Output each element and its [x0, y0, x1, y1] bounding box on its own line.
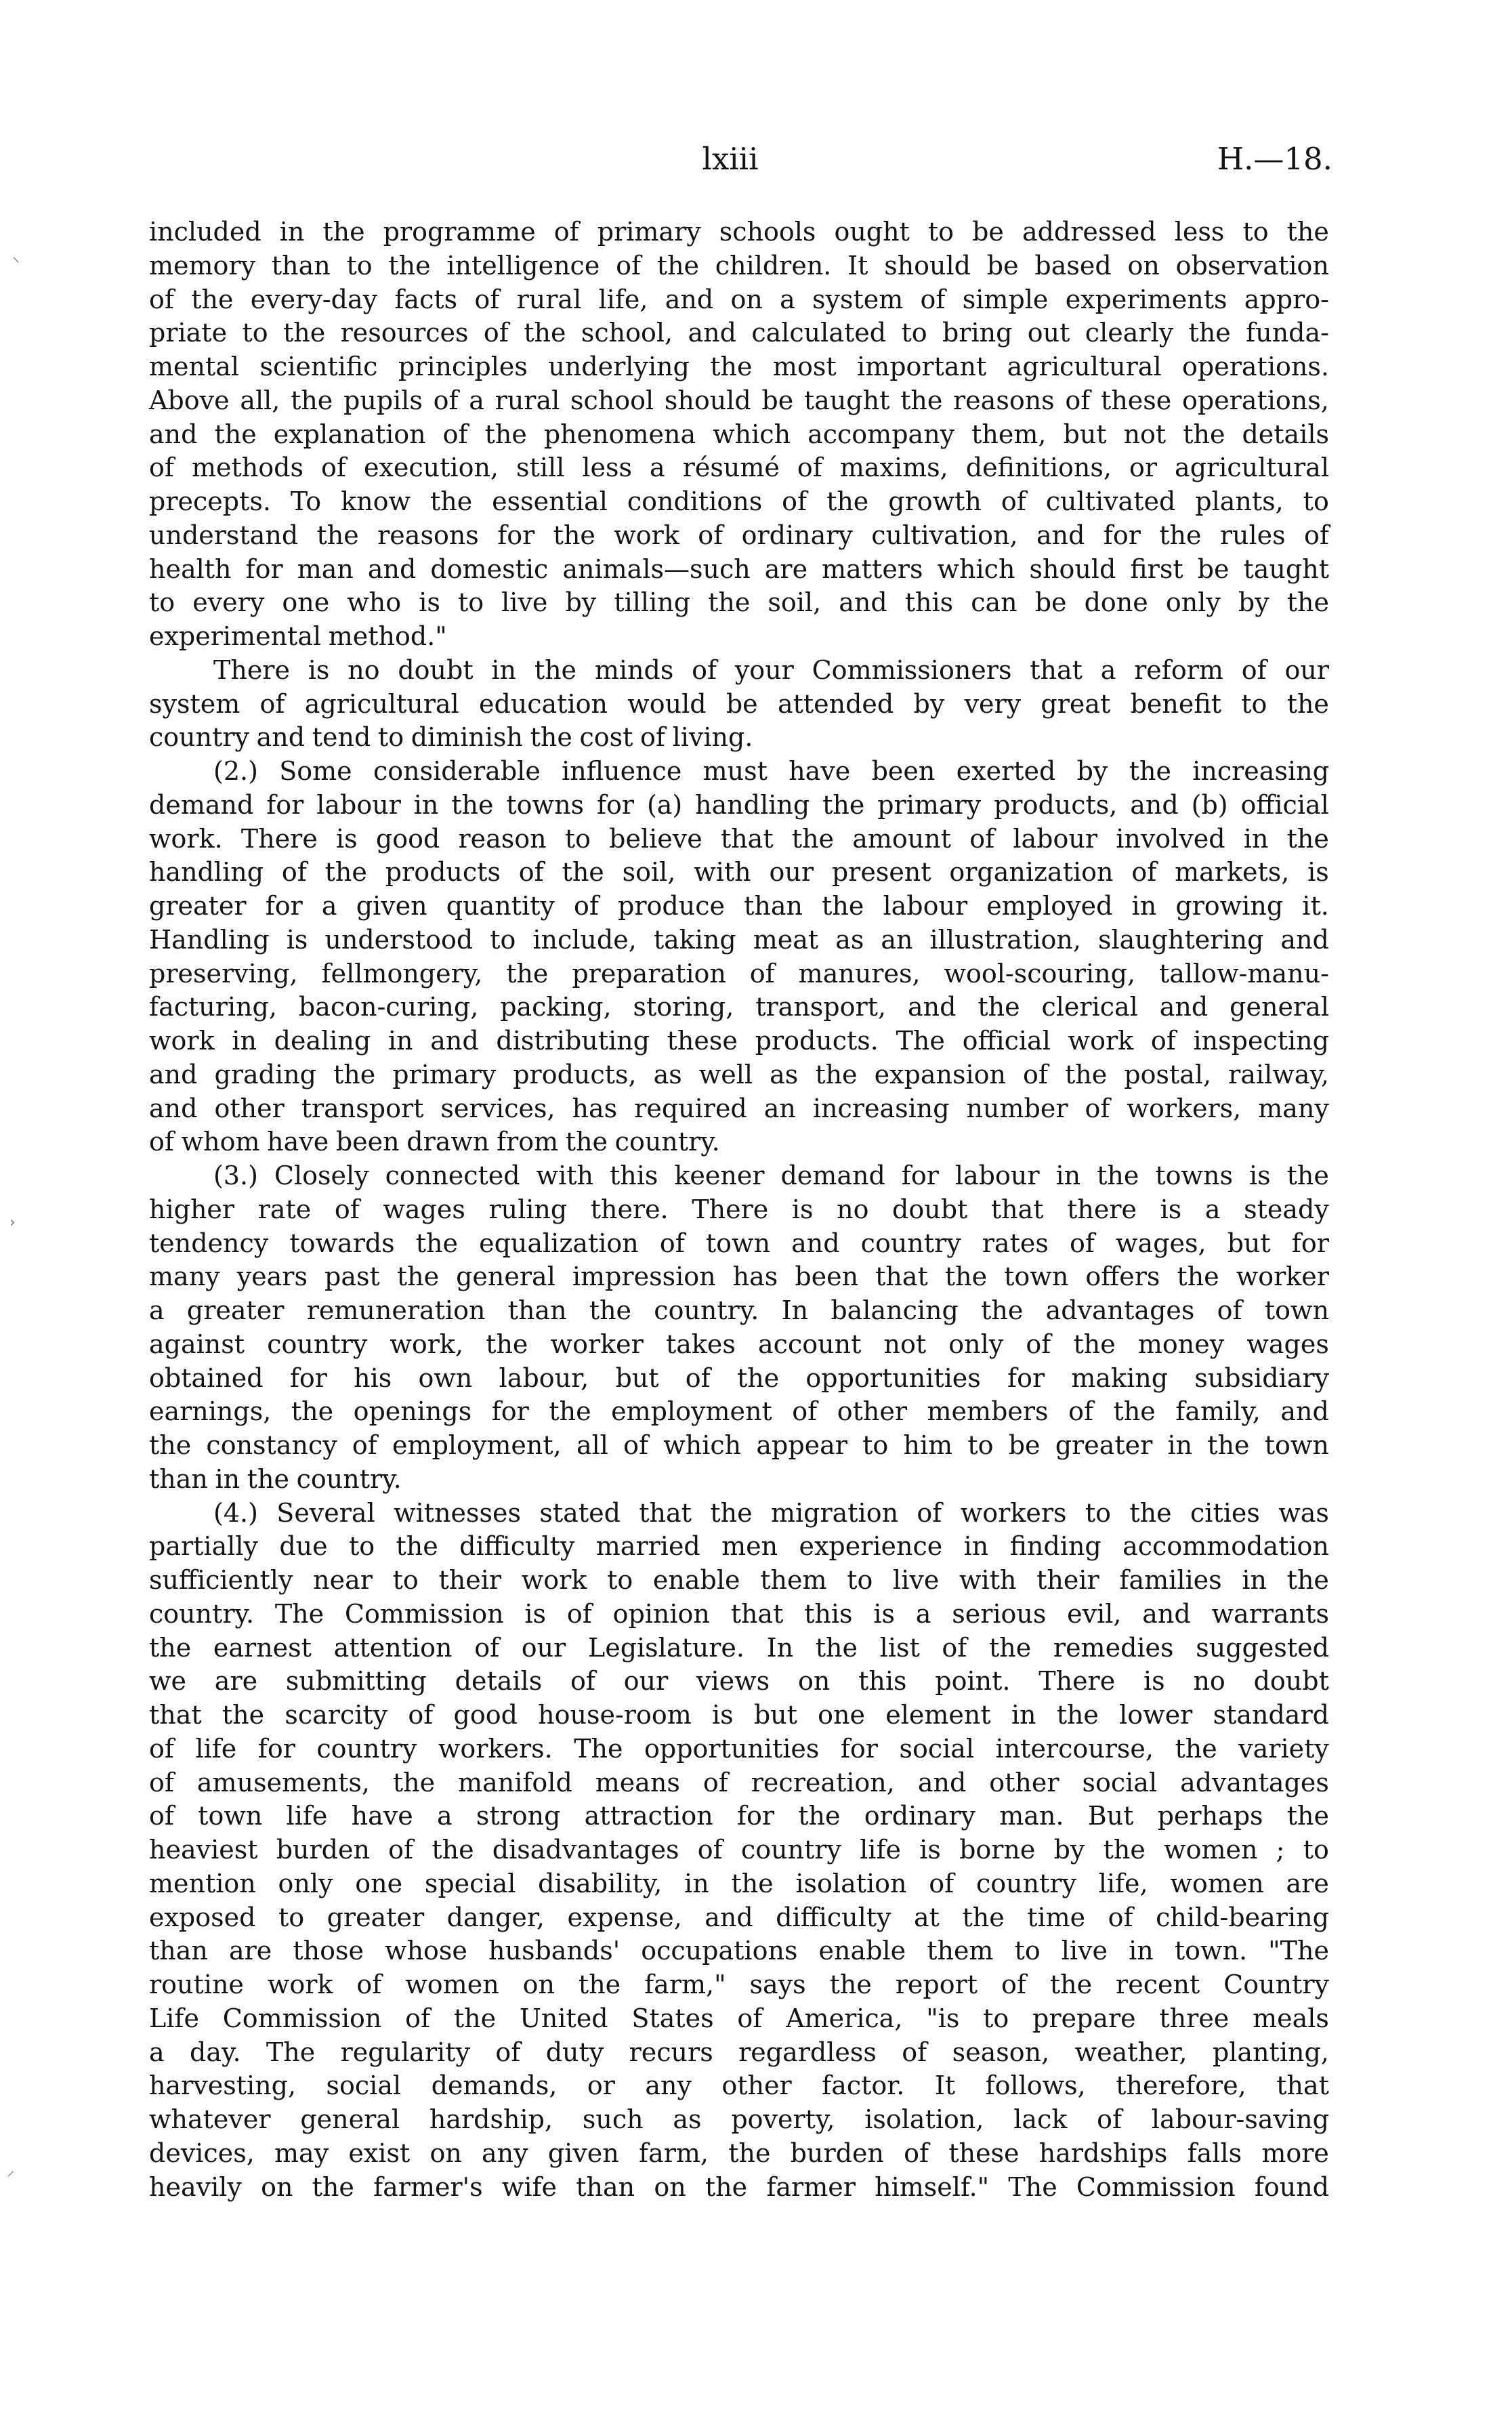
text-line: handling of the products of the soil, with our present organization of markets, is: [149, 857, 1329, 888]
margin-scan-mark: ⸝: [7, 2163, 15, 2180]
text-line: heaviest burden of the disadvantages of country life is borne by the women ; to: [149, 1835, 1329, 1865]
text-line: of amusements, the manifold means of recreation, and other social advantages: [149, 1767, 1329, 1797]
text-line: Above all, the pupils of a rural school should be taught the reasons of these operations,: [149, 385, 1329, 415]
text-line: understand the reasons for the work of ordinary cultivation, and for the rules of: [149, 520, 1329, 550]
text-line: of town life have a strong attraction for the ordinary man. But perhaps the: [149, 1801, 1329, 1831]
text-line: obtained for his own labour, but of the opportunities for making subsidiary: [149, 1363, 1329, 1393]
text-line: routine work of women on the farm," says the report of the recent Country: [149, 1970, 1329, 1999]
text-line: preserving, fellmongery, the preparation of manures, wool-scouring, tallow-manu-: [149, 958, 1329, 989]
text-line: of methods of execution, still less a résumé of maxims, definitions, or agricultural: [149, 453, 1329, 483]
margin-scan-mark: ⸌: [12, 255, 20, 272]
text-line: precepts. To know the essential conditions of the growth of cultivated plants, to: [149, 486, 1329, 516]
text-line: that the scarcity of good house-room is but one element in the lower standard: [149, 1700, 1329, 1730]
text-line: a day. The regularity of duty recurs regardless of season, weather, planting,: [149, 2037, 1329, 2067]
text-line: against country work, the worker takes account not only of the money wages: [149, 1329, 1329, 1359]
text-line: experimental method.": [149, 621, 447, 651]
text-line: harvesting, social demands, or any other factor. It follows, therefore, that: [149, 2071, 1329, 2101]
text-line: included in the programme of primary schools ought to be addressed less to the: [149, 217, 1329, 247]
text-line: health for man and domestic animals—such are matters which should first be taught: [149, 554, 1329, 584]
text-line: priate to the resources of the school, and calculated to bring out clearly the funda-: [149, 318, 1329, 348]
text-line: and other transport services, has required an increasing number of workers, many: [149, 1093, 1329, 1123]
text-line: higher rate of wages ruling there. There is no doubt that there is a steady: [149, 1194, 1329, 1224]
document-reference: H.—18.: [1217, 141, 1332, 177]
text-line: country. The Commission is of opinion that this is a serious evil, and warrants: [149, 1598, 1329, 1629]
text-line: memory than to the intelligence of the children. It should be based on observation: [149, 250, 1329, 280]
text-line: and grading the primary products, as well as the expansion of the postal, railway,: [149, 1059, 1329, 1089]
text-line: tendency towards the equalization of town and country rates of wages, but for: [149, 1228, 1329, 1258]
text-line: Handling is understood to include, taking meat as an illustration, slaughtering and: [149, 924, 1329, 955]
text-line: work. There is good reason to believe that the amount of labour involved in the: [149, 823, 1329, 854]
text-line: of the every-day facts of rural life, and on a system of simple experiments appro-: [149, 284, 1329, 314]
text-line: mention only one special disability, in the isolation of country life, women are: [149, 1868, 1329, 1898]
paragraph-start-line: (2.) Some considerable influence must have been exerted by the increasing: [213, 756, 1329, 786]
text-line: of life for country workers. The opportunities for social intercourse, the variety: [149, 1733, 1329, 1764]
text-line: whatever general hardship, such as poverty, isolation, lack of labour-saving: [149, 2104, 1329, 2134]
margin-scan-mark: ›: [9, 1214, 16, 1231]
text-line: exposed to greater danger, expense, and difficulty at the time of child-bearing: [149, 1902, 1329, 1932]
text-line: the earnest attention of our Legislature. In the list of the remedies suggested: [149, 1632, 1329, 1663]
page-number: lxiii: [702, 141, 759, 177]
text-line: than are those whose husbands' occupations enable them to live in town. "The: [149, 1936, 1329, 1966]
text-line: than in the country.: [149, 1463, 402, 1494]
paragraph-start-line: There is no doubt in the minds of your Commissioners that a reform of our: [213, 654, 1329, 685]
text-line: devices, may exist on any given farm, the burden of these hardships falls more: [149, 2138, 1329, 2168]
text-line: and the explanation of the phenomena which accompany them, but not the details: [149, 419, 1329, 449]
text-line: to every one who is to live by tilling the soil, and this can be done only by the: [149, 587, 1329, 618]
text-line: demand for labour in the towns for (a) handling the primary products, and (b) official: [149, 789, 1329, 820]
text-line: Life Commission of the United States of America, "is to prepare three meals: [149, 2003, 1329, 2033]
text-line: work in dealing in and distributing these products. The official work of inspecting: [149, 1026, 1329, 1056]
body-text: [149, 215, 1329, 2204]
paragraph-start-line: (4.) Several witnesses stated that the migration of workers to the cities was: [213, 1497, 1329, 1528]
text-line: earnings, the openings for the employment of other members of the family, and: [149, 1396, 1329, 1427]
text-line: partially due to the difficulty married men experience in finding accommodation: [149, 1531, 1329, 1562]
text-line: many years past the general impression has been that the town offers the worker: [149, 1262, 1329, 1292]
text-line: the constancy of employment, all of which appear to him to be greater in the town: [149, 1430, 1329, 1460]
text-line: greater for a given quantity of produce than the labour employed in growing it.: [149, 891, 1329, 921]
text-line: of whom have been drawn from the country.: [149, 1127, 720, 1157]
text-line: heavily on the farmer's wife than on the farmer himself." The Commission found: [149, 2171, 1329, 2202]
text-line: a greater remuneration than the country. In balancing the advantages of town: [149, 1295, 1329, 1325]
text-line: system of agricultural education would be attended by very great benefit to the: [149, 688, 1329, 719]
text-line: mental scientific principles underlying the most important agricultural operations.: [149, 352, 1329, 381]
text-line: facturing, bacon-curing, packing, storing, transport, and the clerical and general: [149, 992, 1329, 1022]
text-line: we are submitting details of our views on this point. There is no doubt: [149, 1666, 1329, 1697]
paragraph-start-line: (3.) Closely connected with this keener demand for labour in the towns is the: [213, 1161, 1329, 1190]
text-line: sufficiently near to their work to enable them to live with their families in the: [149, 1565, 1329, 1595]
text-line: country and tend to diminish the cost of living.: [149, 722, 753, 753]
